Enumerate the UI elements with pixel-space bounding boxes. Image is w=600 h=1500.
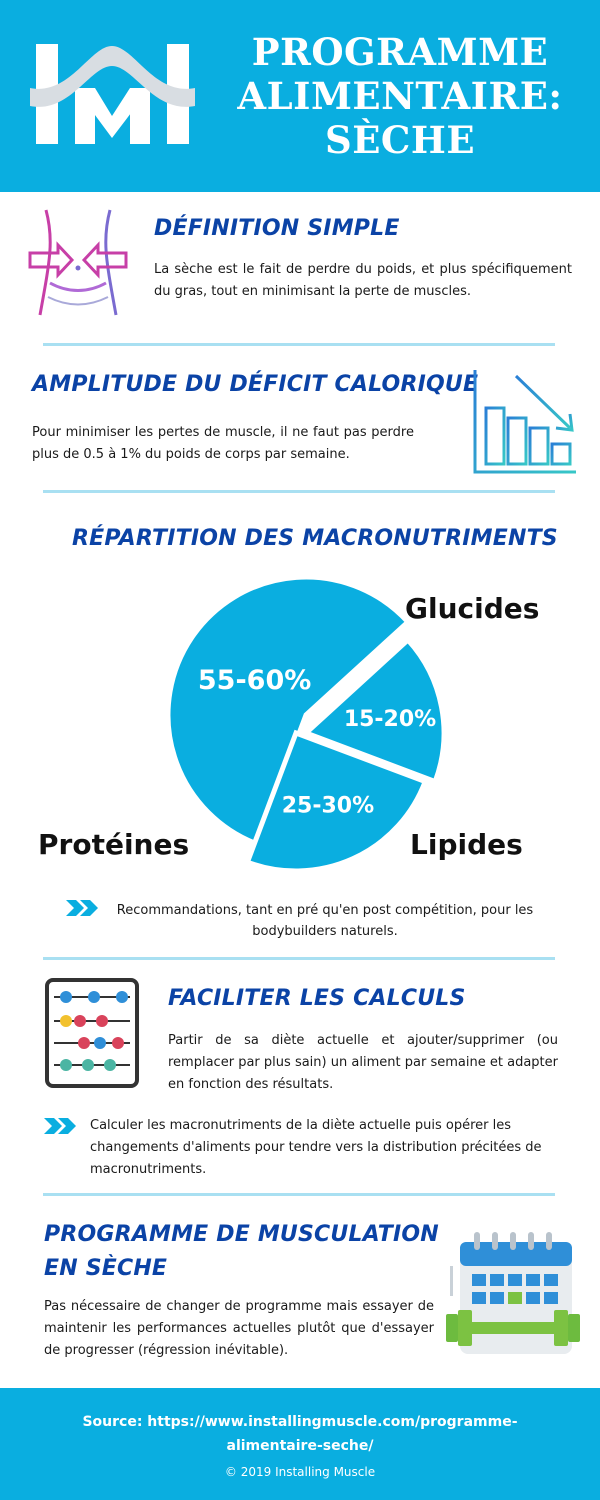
calendar-dumbbell-icon bbox=[446, 1226, 580, 1360]
pie-legend-proteines: Protéines bbox=[38, 828, 190, 861]
musculation-title-line-2: EN SÈCHE bbox=[44, 1256, 168, 1281]
footer-copyright: © 2019 Installing Muscle bbox=[224, 1465, 376, 1479]
musculation-title bbox=[44, 1218, 439, 1286]
logo bbox=[30, 36, 195, 151]
calculs-text: Partir de sa diète actuelle et ajouter/supprimer (ou remplacer par plus sain) un aliment par semaine et adapter en fonction des résultats. bbox=[168, 1033, 558, 1092]
decreasing-chart-icon bbox=[470, 366, 580, 478]
deficit-title: AMPLITUDE DU DÉFICIT CALORIQUE bbox=[32, 372, 479, 397]
pie-legend-lipides: Lipides bbox=[410, 828, 523, 861]
title-line-2: ALIMENTAIRE: bbox=[237, 74, 563, 118]
definition-text: La sèche est le fait de perdre du poids, et plus spécifiquement du gras, tout en minimisant la perte de muscles. bbox=[154, 262, 572, 299]
deficit-text: Pour minimiser les pertes de muscle, il ne faut pas perdre plus de 0.5 à 1% du poids de corps par semaine. bbox=[32, 425, 414, 462]
divider-3 bbox=[43, 957, 555, 960]
musculation-title-line-1: PROGRAMME DE MUSCULATION bbox=[44, 1222, 439, 1247]
page-title bbox=[215, 30, 585, 162]
macros-recommendation: Recommandations, tant en pré qu'en post compétition, pour les bodybuilders naturels. bbox=[116, 903, 534, 939]
footer-source bbox=[40, 1410, 560, 1458]
double-chevron-icon bbox=[44, 1118, 80, 1134]
double-chevron-icon bbox=[66, 900, 102, 916]
waist-icon bbox=[28, 205, 128, 320]
footer-source-line-2: alimentaire-seche/ bbox=[226, 1438, 374, 1454]
definition-title: DÉFINITION SIMPLE bbox=[154, 216, 400, 241]
calculs-title: FACILITER LES CALCULS bbox=[168, 986, 466, 1011]
macros-title: RÉPARTITION DES MACRONUTRIMENTS bbox=[72, 526, 558, 551]
logo-icon bbox=[30, 36, 195, 151]
pie-value-label: 15-20% bbox=[343, 706, 437, 732]
pie-value-label: 25-30% bbox=[281, 793, 375, 819]
pie-value-label: 55-60% bbox=[197, 665, 312, 697]
divider-2 bbox=[43, 490, 555, 493]
pie-legend-glucides: Glucides bbox=[405, 592, 540, 625]
title-line-1: PROGRAMME bbox=[251, 30, 549, 74]
calculs-tip: Calculer les macronutriments de la diète actuelle puis opérer les changements d'aliments pour tendre vers la distribution précitées de macronutriments. bbox=[90, 1118, 542, 1177]
title-line-3: SÈCHE bbox=[324, 118, 476, 162]
divider-4 bbox=[43, 1193, 555, 1196]
footer-source-line-1: Source: https://www.installingmuscle.com/programme- bbox=[82, 1414, 518, 1430]
divider-1 bbox=[43, 343, 555, 346]
musculation-text: Pas nécessaire de changer de programme mais essayer de maintenir les performances actuelles plutôt que d'essayer de progresser (régression inévitable). bbox=[44, 1299, 434, 1358]
abacus-icon bbox=[44, 977, 140, 1089]
